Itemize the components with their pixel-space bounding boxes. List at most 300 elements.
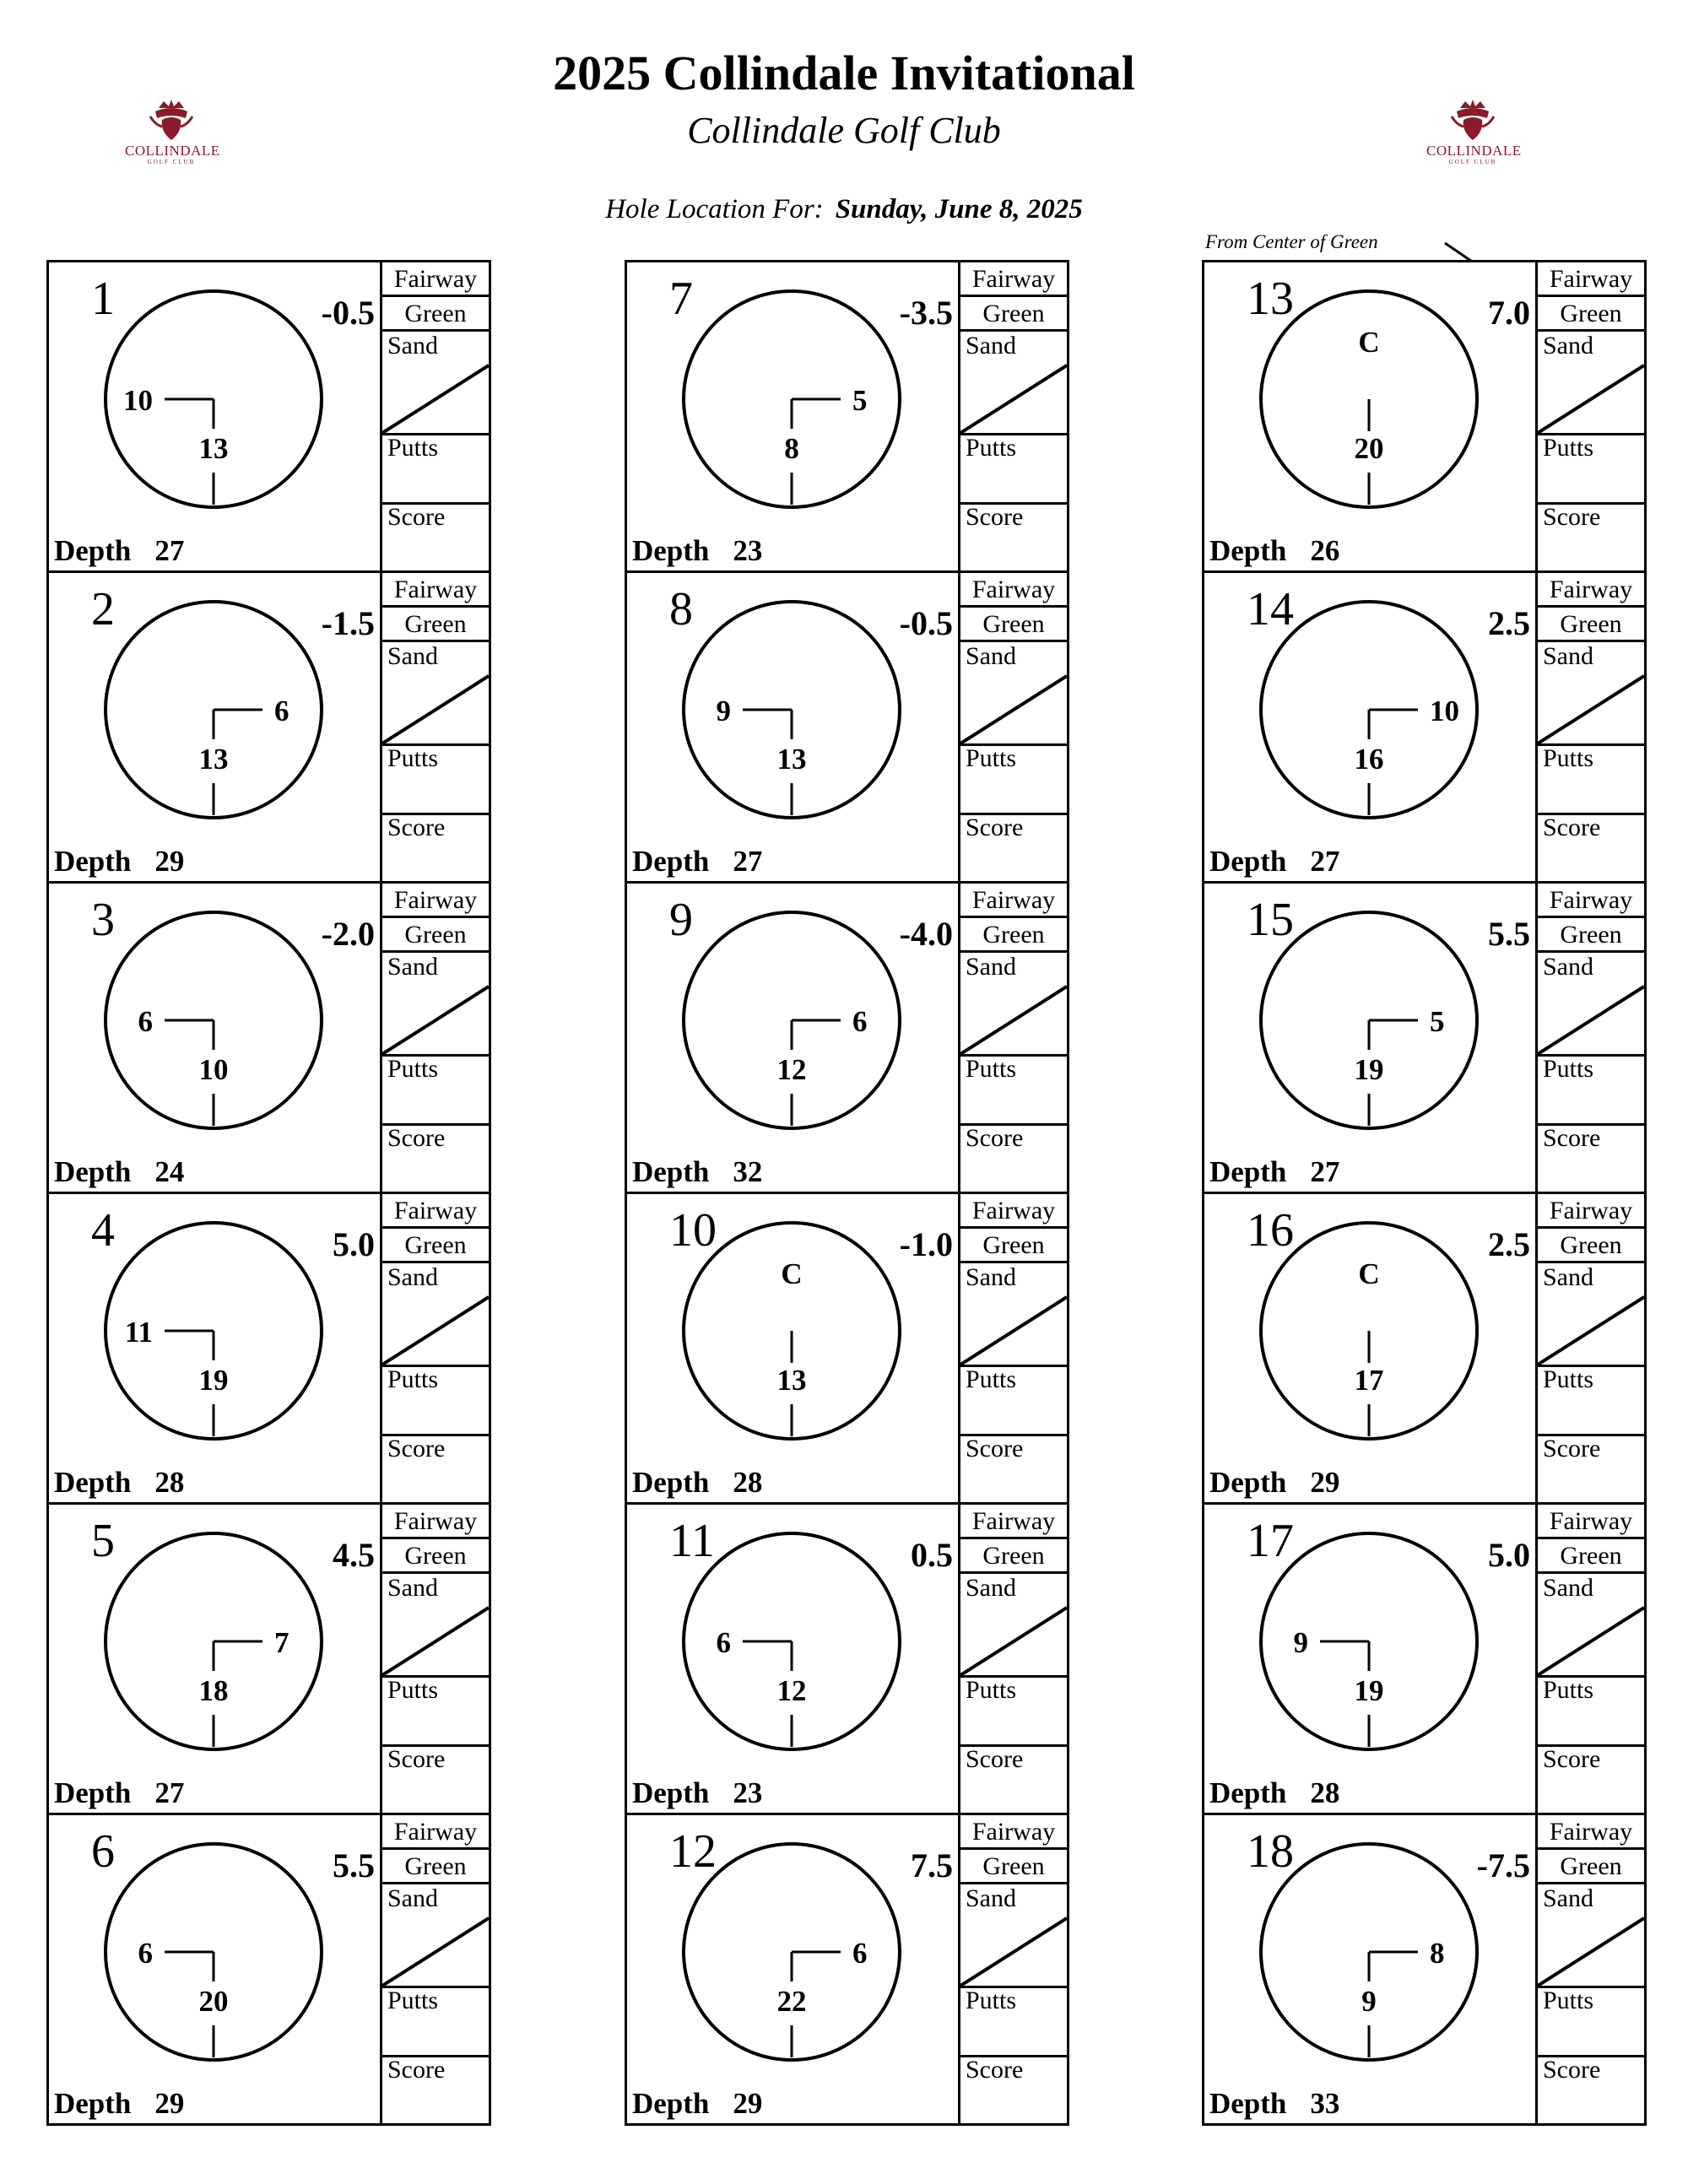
hole-number: 8	[669, 583, 693, 635]
score-column-4	[380, 1192, 491, 1505]
sand-field[interactable]	[1538, 1263, 1644, 1367]
score-field[interactable]	[382, 1436, 489, 1504]
hole-number: 5	[91, 1515, 115, 1567]
sand-divider-line	[960, 987, 1067, 1054]
pin-from-front: 13	[776, 1364, 807, 1397]
green-field[interactable]: Green	[1538, 1850, 1644, 1884]
score-field[interactable]	[1538, 2057, 1644, 2125]
putts-field[interactable]	[1538, 746, 1644, 815]
sand-field[interactable]	[960, 1263, 1067, 1367]
depth-value: 24	[154, 1155, 185, 1188]
hole-slope: 7.5	[911, 1846, 953, 1884]
pin-from-side: 10	[123, 384, 153, 417]
score-field[interactable]	[1538, 815, 1644, 883]
green-field[interactable]: Green	[1538, 608, 1644, 642]
score-column-17	[1535, 1502, 1647, 1815]
fairway-field[interactable]: Fairway	[1538, 884, 1644, 918]
hole-card-17	[1202, 1502, 1538, 1815]
depth-label: Depth	[54, 1155, 132, 1188]
pin-center-marker: C	[781, 1257, 803, 1290]
hole-number: 18	[1247, 1825, 1294, 1878]
score-field[interactable]	[1538, 1126, 1644, 1193]
green-field[interactable]: Green	[382, 297, 489, 332]
pin-from-front: 19	[1354, 1674, 1384, 1707]
score-column-10	[958, 1192, 1069, 1505]
hole-slope: -3.5	[899, 294, 953, 332]
pin-from-front: 12	[776, 1674, 807, 1707]
putts-label: Putts	[966, 434, 1017, 462]
hole-depth	[1209, 1468, 1339, 1497]
sand-field[interactable]	[960, 642, 1067, 746]
pin-from-side: 7	[274, 1626, 289, 1659]
putts-label: Putts	[966, 1676, 1017, 1704]
depth-label: Depth	[632, 845, 710, 878]
sand-field[interactable]	[960, 1884, 1067, 1988]
putts-field[interactable]	[960, 1678, 1067, 1747]
sand-diagonal	[960, 1574, 1067, 1675]
score-field[interactable]	[1538, 1436, 1644, 1504]
green-field[interactable]: Green	[960, 297, 1067, 332]
depth-value: 29	[154, 845, 185, 878]
pin-from-front: 19	[1354, 1053, 1384, 1086]
sand-label: Sand	[966, 953, 1016, 981]
score-column-5	[380, 1502, 491, 1815]
hole-slope: -0.5	[321, 294, 375, 332]
hole-depth	[1209, 846, 1339, 876]
sand-label: Sand	[1543, 953, 1593, 981]
pin-from-side: 6	[852, 1005, 868, 1038]
fairway-field[interactable]: Fairway	[382, 884, 489, 918]
depth-value: 27	[1310, 845, 1340, 878]
sand-field[interactable]	[960, 953, 1067, 1057]
depth-value: 32	[733, 1155, 763, 1188]
hole-slope: 2.5	[1488, 604, 1530, 642]
sand-diagonal	[1538, 642, 1644, 743]
score-column-3	[380, 881, 491, 1194]
hole-card-9	[625, 881, 960, 1194]
hole-card-13	[1202, 260, 1538, 573]
hole-depth	[1209, 536, 1339, 565]
score-field[interactable]	[960, 1747, 1067, 1814]
score-column-8	[958, 570, 1069, 884]
hole-number: 15	[1247, 894, 1294, 946]
hole-card-15	[1202, 881, 1538, 1194]
green-field[interactable]: Green	[382, 608, 489, 642]
depth-label: Depth	[1209, 1466, 1287, 1499]
pin-from-side: 9	[716, 695, 731, 727]
hole-depth	[632, 1468, 762, 1497]
score-column-9	[958, 881, 1069, 1194]
hole-depth	[54, 536, 184, 565]
sand-field[interactable]	[1538, 1574, 1644, 1678]
sand-field[interactable]	[382, 953, 489, 1057]
pin-from-front: 13	[776, 743, 807, 776]
depth-value: 26	[1310, 534, 1340, 567]
score-label: Score	[387, 814, 446, 841]
score-field[interactable]	[960, 2057, 1067, 2125]
hole-number: 11	[669, 1515, 715, 1567]
putts-field[interactable]	[1538, 435, 1644, 505]
sand-diagonal	[382, 1884, 489, 1986]
score-field[interactable]	[382, 2057, 489, 2125]
score-label: Score	[966, 1745, 1024, 1773]
putts-label: Putts	[387, 434, 439, 462]
pin-center-marker: C	[1358, 326, 1380, 359]
putts-field[interactable]	[382, 1057, 489, 1126]
score-field[interactable]	[382, 1126, 489, 1193]
score-column-14	[1535, 570, 1647, 884]
fairway-field[interactable]: Fairway	[960, 262, 1067, 297]
depth-value: 27	[154, 534, 185, 567]
hole-card-2	[46, 570, 382, 884]
putts-label: Putts	[387, 744, 439, 772]
sand-field[interactable]	[1538, 642, 1644, 746]
hole-depth	[54, 1157, 184, 1187]
green-field[interactable]: Green	[1538, 918, 1644, 953]
hole-slope: 5.0	[1488, 1536, 1530, 1574]
fairway-field[interactable]: Fairway	[1538, 1505, 1644, 1539]
green-field[interactable]: Green	[382, 1229, 489, 1263]
club-logo-left: COLLINDALE GOLF CLUB	[125, 100, 218, 169]
putts-label: Putts	[387, 1987, 439, 2014]
hole-number: 6	[91, 1825, 115, 1878]
depth-label: Depth	[1209, 534, 1287, 567]
hole-slope: 2.5	[1488, 1225, 1530, 1263]
sand-field[interactable]	[382, 642, 489, 746]
fairway-field[interactable]: Fairway	[960, 573, 1067, 608]
depth-label: Depth	[632, 534, 710, 567]
score-label: Score	[387, 1124, 446, 1152]
pin-from-front: 10	[198, 1053, 229, 1086]
sand-divider-line	[960, 1608, 1067, 1675]
depth-value: 23	[733, 534, 763, 567]
depth-label: Depth	[632, 2087, 710, 2120]
score-label: Score	[966, 1435, 1024, 1462]
score-column-13	[1535, 260, 1647, 573]
sand-diagonal	[1538, 953, 1644, 1054]
score-column-15	[1535, 881, 1647, 1194]
depth-label: Depth	[54, 534, 132, 567]
hole-card-8	[625, 570, 960, 884]
hole-depth	[1209, 2089, 1339, 2118]
pin-from-side: 5	[1430, 1005, 1445, 1038]
pin-center-marker: C	[1358, 1257, 1380, 1290]
hole-slope: 5.0	[333, 1225, 375, 1263]
sand-divider-line	[960, 676, 1067, 743]
hole-slope: -1.5	[321, 604, 375, 642]
fairway-field[interactable]: Fairway	[382, 1505, 489, 1539]
sand-field[interactable]	[1538, 1884, 1644, 1988]
hole-number: 4	[91, 1204, 115, 1257]
sand-divider-line	[382, 1297, 489, 1365]
pin-from-front: 12	[776, 1053, 807, 1086]
sand-diagonal	[960, 953, 1067, 1054]
depth-value: 33	[1310, 2087, 1340, 2120]
hole-slope: -2.0	[321, 915, 375, 953]
pin-from-side: 9	[1293, 1626, 1308, 1659]
sand-label: Sand	[387, 1884, 438, 1912]
hole-depth	[54, 2089, 184, 2118]
sand-diagonal	[382, 332, 489, 433]
score-field[interactable]	[960, 505, 1067, 572]
hole-depth	[632, 1778, 762, 1808]
score-label: Score	[1543, 1745, 1601, 1773]
pin-from-front: 8	[784, 432, 799, 465]
putts-field[interactable]	[960, 1988, 1067, 2057]
hole-slope: 7.0	[1488, 294, 1530, 332]
sand-diagonal	[382, 642, 489, 743]
sand-divider-line	[382, 1918, 489, 1986]
score-label: Score	[387, 2056, 446, 2084]
hole-depth	[632, 536, 762, 565]
green-field[interactable]: Green	[960, 1850, 1067, 1884]
putts-label: Putts	[966, 744, 1017, 772]
putts-label: Putts	[387, 1365, 439, 1393]
fairway-field[interactable]: Fairway	[960, 1194, 1067, 1229]
sand-field[interactable]	[1538, 953, 1644, 1057]
score-label: Score	[966, 503, 1024, 531]
fairway-field[interactable]: Fairway	[382, 573, 489, 608]
fairway-field[interactable]: Fairway	[960, 1505, 1067, 1539]
putts-label: Putts	[387, 1676, 439, 1704]
putts-field[interactable]	[382, 1678, 489, 1747]
sand-divider-line	[382, 676, 489, 743]
score-field[interactable]	[960, 815, 1067, 883]
sand-field[interactable]	[382, 1884, 489, 1988]
sand-divider-line	[1538, 1297, 1644, 1365]
sand-label: Sand	[387, 1574, 438, 1602]
hole-slope: -4.0	[899, 915, 953, 953]
sand-label: Sand	[966, 642, 1016, 670]
score-field[interactable]	[960, 1126, 1067, 1193]
pin-from-front: 20	[198, 1985, 229, 2018]
depth-value: 29	[1310, 1466, 1340, 1499]
fairway-field[interactable]: Fairway	[960, 1815, 1067, 1850]
putts-label: Putts	[1543, 434, 1594, 462]
hole-depth	[632, 846, 762, 876]
green-field[interactable]: Green	[960, 1539, 1067, 1574]
depth-label: Depth	[632, 1155, 710, 1188]
hole-depth	[54, 1778, 184, 1808]
sand-label: Sand	[966, 1263, 1016, 1291]
score-label: Score	[1543, 1124, 1601, 1152]
score-field[interactable]	[382, 505, 489, 572]
hole-slope: -7.5	[1476, 1846, 1530, 1884]
depth-value: 27	[733, 845, 763, 878]
green-field[interactable]: Green	[1538, 1539, 1644, 1574]
putts-label: Putts	[966, 1987, 1017, 2014]
fairway-field[interactable]: Fairway	[1538, 573, 1644, 608]
center-of-green-note: From Center of Green	[1205, 231, 1378, 252]
putts-field[interactable]	[960, 435, 1067, 505]
hole-card-14	[1202, 570, 1538, 884]
sand-diagonal	[960, 332, 1067, 433]
sand-divider-line	[960, 1918, 1067, 1986]
hole-card-1	[46, 260, 382, 573]
pin-from-front: 16	[1354, 743, 1384, 776]
hole-depth	[1209, 1157, 1339, 1187]
depth-value: 27	[154, 1776, 185, 1809]
fairway-field[interactable]: Fairway	[382, 262, 489, 297]
sand-field[interactable]	[960, 1574, 1067, 1678]
fairway-field[interactable]: Fairway	[382, 1815, 489, 1850]
hole-card-6	[46, 1813, 382, 2126]
sand-diagonal	[1538, 1574, 1644, 1675]
score-column-12	[958, 1813, 1069, 2126]
hole-card-12	[625, 1813, 960, 2126]
pin-from-side: 6	[138, 1937, 153, 1970]
putts-label: Putts	[1543, 1055, 1594, 1083]
putts-field[interactable]	[1538, 1367, 1644, 1436]
fairway-field[interactable]: Fairway	[960, 884, 1067, 918]
sand-divider-line	[1538, 987, 1644, 1054]
putts-field[interactable]	[1538, 1988, 1644, 2057]
putts-label: Putts	[966, 1055, 1017, 1083]
hole-slope: -1.0	[899, 1225, 953, 1263]
score-field[interactable]	[960, 1436, 1067, 1504]
hole-location-label: Hole Location For:	[605, 194, 824, 224]
green-field[interactable]: Green	[960, 918, 1067, 953]
score-field[interactable]	[1538, 1747, 1644, 1814]
sand-diagonal	[382, 1263, 489, 1365]
hole-depth	[54, 1468, 184, 1497]
putts-field[interactable]	[382, 1988, 489, 2057]
club-logo-right: COLLINDALE GOLF CLUB	[1426, 100, 1519, 169]
club-name: Collindale Golf Club	[687, 110, 1001, 151]
putts-label: Putts	[1543, 1987, 1594, 2014]
hole-card-16	[1202, 1192, 1538, 1505]
sand-diagonal	[382, 953, 489, 1054]
sand-label: Sand	[966, 1884, 1016, 1912]
putts-label: Putts	[966, 1365, 1017, 1393]
sand-label: Sand	[1543, 1263, 1593, 1291]
sand-divider-line	[382, 987, 489, 1054]
depth-label: Depth	[1209, 2087, 1287, 2120]
green-field[interactable]: Green	[1538, 1229, 1644, 1263]
sand-field[interactable]	[382, 332, 489, 435]
pin-from-front: 13	[198, 743, 229, 776]
pin-from-side: 6	[138, 1005, 153, 1038]
putts-field[interactable]	[960, 746, 1067, 815]
hole-number: 7	[669, 273, 693, 325]
hole-slope: 5.5	[1488, 915, 1530, 953]
score-label: Score	[1543, 814, 1601, 841]
hole-card-11	[625, 1502, 960, 1815]
putts-field[interactable]	[382, 1367, 489, 1436]
putts-label: Putts	[1543, 744, 1594, 772]
green-field[interactable]: Green	[382, 1850, 489, 1884]
putts-field[interactable]	[382, 746, 489, 815]
hole-number: 14	[1247, 583, 1294, 635]
sand-divider-line	[1538, 365, 1644, 433]
score-label: Score	[966, 2056, 1024, 2084]
sand-label: Sand	[387, 332, 438, 359]
hole-card-5	[46, 1502, 382, 1815]
depth-label: Depth	[54, 845, 132, 878]
green-field[interactable]: Green	[960, 608, 1067, 642]
score-label: Score	[387, 1435, 446, 1462]
putts-field[interactable]	[960, 1057, 1067, 1126]
score-column-18	[1535, 1813, 1647, 2126]
depth-label: Depth	[54, 1466, 132, 1499]
depth-label: Depth	[1209, 845, 1287, 878]
depth-value: 28	[733, 1466, 763, 1499]
score-column-7	[958, 260, 1069, 573]
green-field[interactable]: Green	[382, 1539, 489, 1574]
putts-field[interactable]	[382, 435, 489, 505]
pin-from-front: 17	[1354, 1364, 1384, 1397]
fairway-field[interactable]: Fairway	[382, 1194, 489, 1229]
sand-divider-line	[960, 365, 1067, 433]
score-column-2	[380, 570, 491, 884]
putts-label: Putts	[1543, 1676, 1594, 1704]
sand-field[interactable]	[382, 1574, 489, 1678]
sand-divider-line	[382, 1608, 489, 1675]
putts-field[interactable]	[960, 1367, 1067, 1436]
putts-field[interactable]	[1538, 1678, 1644, 1747]
depth-label: Depth	[632, 1466, 710, 1499]
fairway-field[interactable]: Fairway	[1538, 1194, 1644, 1229]
putts-field[interactable]	[1538, 1057, 1644, 1126]
score-column-16	[1535, 1192, 1647, 1505]
putts-label: Putts	[387, 1055, 439, 1083]
pin-from-front: 19	[198, 1364, 229, 1397]
pin-from-front: 18	[198, 1674, 229, 1707]
green-field[interactable]: Green	[1538, 297, 1644, 332]
score-field[interactable]	[382, 1747, 489, 1814]
fairway-field[interactable]: Fairway	[1538, 262, 1644, 297]
sand-field[interactable]	[960, 332, 1067, 435]
score-label: Score	[1543, 503, 1601, 531]
sand-field[interactable]	[382, 1263, 489, 1367]
depth-value: 29	[154, 2087, 185, 2120]
hole-card-4	[46, 1192, 382, 1505]
pin-from-front: 9	[1361, 1985, 1377, 2018]
sand-label: Sand	[1543, 642, 1593, 670]
pin-from-side: 8	[1430, 1937, 1445, 1970]
hole-card-3	[46, 881, 382, 1194]
score-field[interactable]	[1538, 505, 1644, 572]
sand-diagonal	[960, 1884, 1067, 1986]
depth-label: Depth	[1209, 1776, 1287, 1809]
sand-label: Sand	[387, 642, 438, 670]
score-field[interactable]	[382, 815, 489, 883]
score-column-6	[380, 1813, 491, 2126]
green-field[interactable]: Green	[382, 918, 489, 953]
depth-label: Depth	[632, 1776, 710, 1809]
depth-value: 29	[733, 2087, 763, 2120]
score-column-11	[958, 1502, 1069, 1815]
hole-card-7	[625, 260, 960, 573]
pin-from-front: 22	[776, 1985, 807, 2018]
fairway-field[interactable]: Fairway	[1538, 1815, 1644, 1850]
green-field[interactable]: Green	[960, 1229, 1067, 1263]
depth-label: Depth	[1209, 1155, 1287, 1188]
pin-from-side: 11	[124, 1316, 153, 1349]
putts-label: Putts	[1543, 1365, 1594, 1393]
score-label: Score	[966, 1124, 1024, 1152]
depth-value: 28	[1310, 1776, 1340, 1809]
depth-label: Depth	[54, 2087, 132, 2120]
sand-divider-line	[1538, 1608, 1644, 1675]
sand-field[interactable]	[1538, 332, 1644, 435]
depth-value: 27	[1310, 1155, 1340, 1188]
hole-number: 12	[669, 1825, 717, 1878]
sand-label: Sand	[387, 953, 438, 981]
sand-diagonal	[960, 642, 1067, 743]
sand-divider-line	[382, 365, 489, 433]
sand-divider-line	[960, 1297, 1067, 1365]
